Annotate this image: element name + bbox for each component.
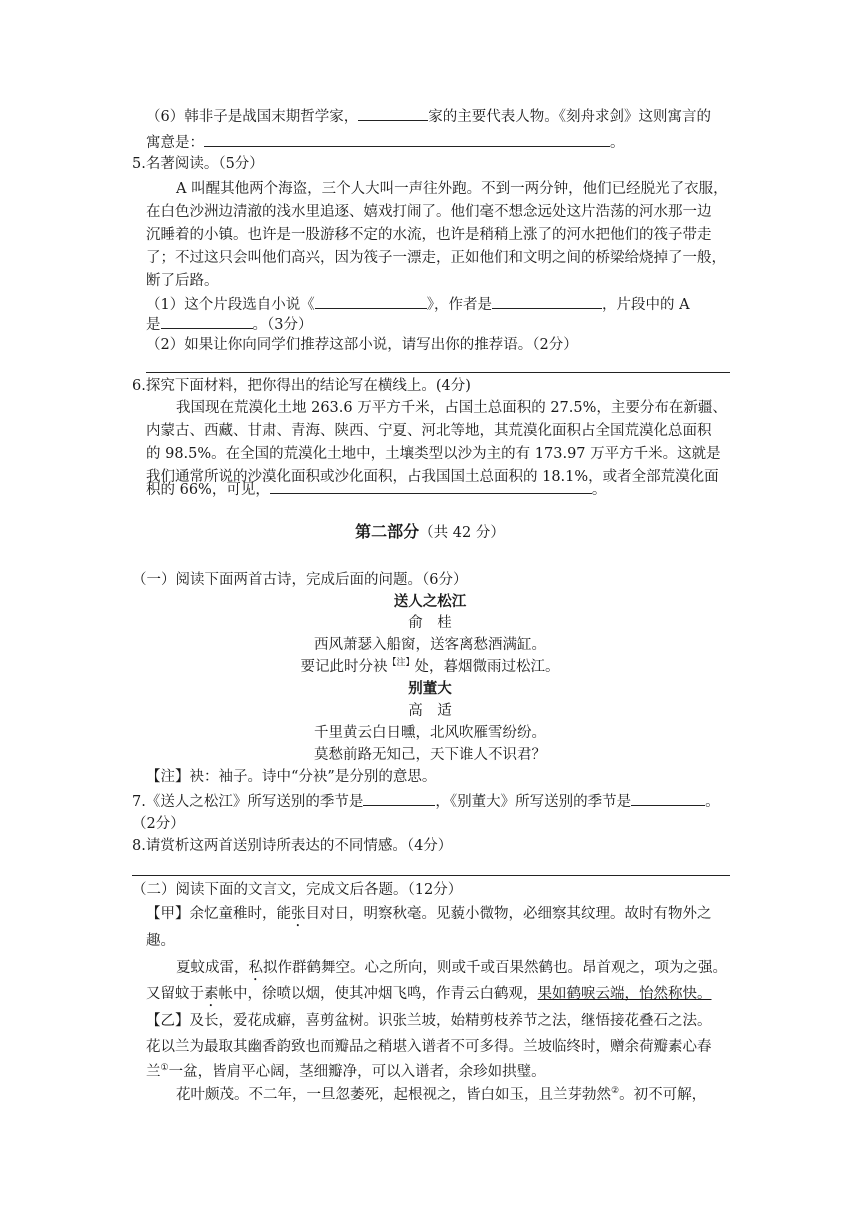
q5-sub1-line1: （1）这个片段选自小说《 》，作者是 ，片段中的 A: [146, 294, 690, 314]
classical-intro: （二）阅读下面的文言文，完成文后各题。（12分）: [132, 882, 463, 898]
q6-passage-line: 我国现在荒漠化土地 263.6 万平方千米，占国土总面积的 27.5%，主要分布在新疆、: [176, 400, 727, 416]
part-two-heading: 第二部分（共 42 分）: [355, 522, 505, 541]
question-7-score: （2分）: [132, 816, 185, 832]
author-blank[interactable]: [492, 294, 602, 309]
book-title-blank[interactable]: [315, 294, 427, 309]
emphasis-char: 素: [204, 986, 219, 1002]
poem1-title: 送人之松江: [393, 593, 467, 610]
q6-conclusion-line: 积的 66%，可见， 。: [146, 479, 606, 499]
poem2-line: 千里黄云白日曛，北风吹雁雪纷纷。: [314, 725, 546, 741]
emphasis-char: 张: [291, 906, 306, 922]
q5-passage-line: 在白色沙洲边清澈的浅水里追逐、嬉戏打闹了。他们毫不想念远处这片浩荡的河水那一边: [146, 204, 712, 220]
poem1-author: 俞 桂: [408, 615, 452, 631]
q6-passage-line: 内蒙古、西藏、甘肃、青海、陕西、宁夏、河北等地，其荒漠化面积占全国荒漠化总面积: [146, 423, 712, 439]
classical-yi-line: 花以兰为最取其幽香韵致也而瓣品之稍堪入谱者不可多得。兰坡临终时，赠余荷瓣素心春: [146, 1039, 712, 1055]
emphasis-char: 私: [248, 960, 263, 976]
poem2-title: 别董大: [408, 680, 452, 697]
question-6-6-line1: （6）韩非子是战国末期哲学家， 家的主要代表人物。《刻舟求剑》这则寓言的: [146, 106, 711, 126]
footnote-marker: ①: [160, 1063, 169, 1074]
q6-passage-line: 我们通常所说的沙漠化面积或沙化面积，占我国国土总面积的 18.1%，或者全部荒漠化面: [146, 469, 719, 485]
classical-jia-line: 夏蚊成雷，私拟作群鹤舞空。心之所向，则或千或百果然鹤也。昂首观之，项为之强。: [176, 960, 727, 976]
classical-jia-line: 又留蚊于素帐中，徐喷以烟，使其冲烟飞鸣，作青云白鹤观，果如鹤唳云端，怡然称快。: [146, 986, 712, 1002]
answer-blank[interactable]: [204, 132, 610, 147]
question-6-title: 6.探究下面材料，把你得出的结论写在横线上。(4分): [132, 378, 471, 394]
classical-yi-line: 兰①一盆，皆肩平心阔，茎细瓣净，可以入谱者，余珍如拱璧。: [146, 1063, 546, 1080]
classical-jia-line: 趣。: [146, 933, 175, 949]
underlined-sentence: 果如鹤唳云端，怡然称快。: [537, 986, 712, 1002]
q5-sub1-line2: 是 。（3分）: [146, 314, 312, 334]
question-6-6-line2: 寓意是： 。: [146, 132, 625, 152]
poem2-line: 莫愁前路无知己，天下谁人不识君？: [314, 747, 546, 763]
answer-line[interactable]: [146, 372, 730, 373]
classical-jia-line: 【甲】余忆童稚时，能张目对日，明察秋毫。见藐小微物，必细察其纹理。故时有物外之: [146, 906, 712, 922]
q5-passage-line: A 叫醒其他两个海盗，三个人大叫一声往外跑。不到一两分钟，他们已经脱光了衣服，: [176, 181, 728, 197]
classical-yi-line: 花叶颇茂。不二年，一旦忽萎死，起根视之，皆白如玉，且兰芽勃然②。初不可解，: [176, 1086, 707, 1103]
q5-sub2: （2）如果让你向同学们推荐这部小说，请写出你的推荐语。（2分）: [146, 337, 578, 353]
poem2-author: 高 适: [408, 703, 452, 719]
classical-yi-line: 【乙】及长，爱花成癖，喜剪盆树。识张兰坡，始精剪枝养节之法，继悟接花叠石之法。: [146, 1013, 712, 1029]
poem-note: 【注】袂：袖子。诗中“分袂”是分别的意思。: [146, 769, 437, 785]
poems-intro: （一）阅读下面两首古诗，完成后面的问题。（6分）: [132, 572, 468, 588]
q5-passage-line: 断了后路。: [146, 273, 219, 289]
note-marker: 【注】: [387, 658, 415, 669]
question-5-title: 5.名著阅读。（5分）: [132, 156, 264, 172]
q6-passage-line: 的 98.5%。在全国的荒漠化土地中，土壤类型以沙为主的有 173.97 万平方千米。这就是: [146, 446, 721, 462]
question-8: 8.请赏析这两首送别诗所表达的不同情感。（4分）: [132, 838, 453, 854]
answer-line[interactable]: [132, 875, 730, 876]
conclusion-blank[interactable]: [270, 479, 592, 494]
answer-blank[interactable]: [358, 106, 428, 121]
question-7: 7.《送人之松江》所写送别的季节是 ，《别董大》所写送别的季节是 。: [132, 791, 720, 811]
q5-passage-line: 了；不过这只会叫他们高兴，因为筏子一漂走，正如他们和文明之间的桥梁给烧掉了一般，: [146, 250, 726, 266]
season-blank[interactable]: [631, 791, 705, 806]
footnote-marker: ②: [611, 1086, 620, 1097]
season-blank[interactable]: [363, 791, 435, 806]
poem1-line: 要记此时分袂$^{【注】}$处，暮烟微雨过松江。: [300, 658, 560, 675]
character-blank[interactable]: [161, 314, 253, 329]
q5-passage-line: 沉睡着的小镇。也许是一股游移不定的水流，也许是稍稍上涨了的河水把他们的筏子带走: [146, 227, 712, 243]
poem1-line: 西风萧瑟入船窗，送客离愁酒满缸。: [314, 637, 546, 653]
